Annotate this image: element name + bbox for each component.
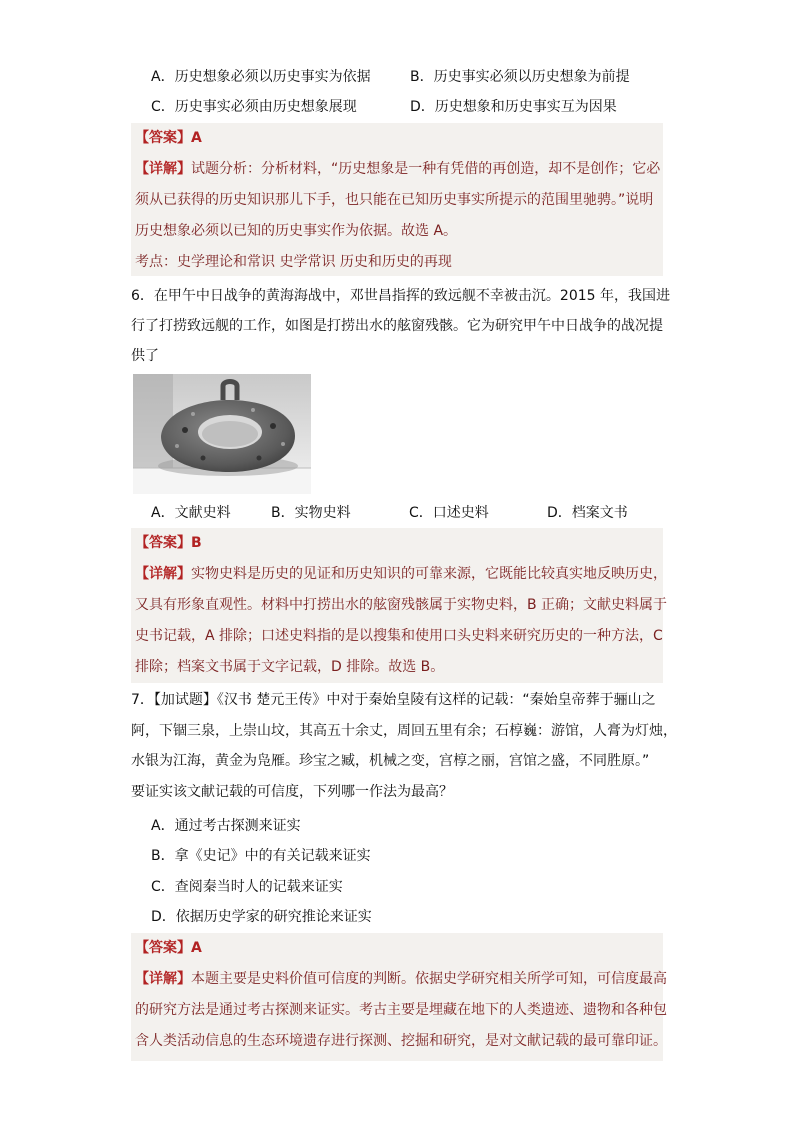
- q5-kaodian: 考点：史学理论和常识 史学常识 历史和历史的再现: [135, 254, 452, 270]
- q7-detail-line-1: 【详解】本题主要是史料价值可信度的判断。依据史学研究相关所学可知，可信度最高: [135, 971, 667, 987]
- detail-tag: 【详解】: [135, 566, 191, 582]
- q6-stem-line-2: 行了打捞致远舰的工作，如图是打捞出水的舷窗残骸。它为研究甲午中日战争的战况提: [131, 318, 663, 334]
- q7-stem-line-1: 7．【加试题】《汉书 楚元王传》中对于秦始皇陵有这样的记载：“秦始皇帝葬于骊山之: [131, 692, 656, 708]
- q7-option-b: B．拿《史记》中的有关记载来证实: [151, 848, 371, 864]
- q6-detail-line-4: 排除；档案文书属于文字记载，D 排除。故选 B。: [135, 659, 445, 675]
- answer-tag: 【答案】: [135, 535, 191, 551]
- q5-option-a: A．历史想象必须以历史事实为依据: [151, 69, 371, 85]
- detail-tag: 【详解】: [135, 971, 191, 987]
- q6-detail-line-2: 又具有形象直观性。材料中打捞出水的舷窗残骸属于实物史料，B 正确；文献史料属于: [135, 597, 668, 613]
- detail-tag: 【详解】: [135, 161, 191, 177]
- q6-detail-line-3: 史书记载，A 排除；口述史料指的是以搜集和使用口头史料来研究历史的一种方法，C: [135, 628, 663, 644]
- answer-value: A: [191, 940, 202, 956]
- porthole-illustration: [133, 374, 311, 494]
- q6-stem-line-3: 供了: [131, 348, 159, 364]
- q6-detail-line-1: 【详解】实物史料是历史的见证和历史知识的可靠来源，它既能比较真实地反映历史，: [135, 566, 667, 582]
- q7-detail-line-3: 含人类活动信息的生态环境遗存进行探测、挖掘和研究，是对文献记载的最可靠印证。: [135, 1033, 667, 1049]
- q7-answer-block: [131, 933, 667, 1061]
- q7-option-c: C．查阅秦当时人的记载来证实: [151, 879, 343, 895]
- q5-detail-line-2: 须从已获得的历史知识那儿下手，也只能在已知历史事实所提示的范围里驰骋。”说明: [135, 192, 654, 208]
- q5-answer-block: [131, 123, 663, 276]
- q5-option-c: C．历史事实必须由历史想象展现: [151, 99, 357, 115]
- q6-answer-block: [131, 528, 668, 683]
- answer-tag: 【答案】: [135, 130, 191, 146]
- q5-answer-row: [131, 123, 663, 154]
- q7-stem-line-2: 阿，下锢三泉，上崇山坟，其高五十余丈，周回五里有余；石椁巍：游馆，人膏为灯烛，: [131, 723, 677, 739]
- q5-option-d: D．历史想象和历史事实互为因果: [410, 99, 617, 115]
- q5-option-b: B．历史事实必须以历史想象为前提: [410, 69, 630, 85]
- q5-detail-line-3: 历史想象必须以已知的历史事实作为依据。故选 A。: [135, 223, 458, 239]
- q6-option-d: D．档案文书: [547, 505, 628, 521]
- q6-option-b: B．实物史料: [271, 505, 351, 521]
- answer-value: B: [191, 535, 202, 551]
- q5-detail-line-1: 【详解】试题分析：分析材料，“历史想象是一种有凭借的再创造，却不是创作；它必: [135, 161, 661, 177]
- q6-stem-line-1: 6．在甲午中日战争的黄海海战中，邓世昌指挥的致远舰不幸被击沉。2015 年，我国进: [131, 288, 670, 304]
- q7-stem-line-3: 水银为江海，黄金为凫雁。珍宝之臧，机械之变，宫椁之丽，宫馆之盛，不同胜原。”: [131, 753, 650, 769]
- q7-stem-line-4: 要证实该文献记载的可信度，下列哪一作法为最高？: [131, 784, 453, 800]
- porthole-wreckage-photo: [133, 374, 311, 494]
- q7-detail-line-2: 的研究方法是通过考古探测来证实。考古主要是埋藏在地下的人类遗迹、遗物和各种包: [135, 1002, 667, 1018]
- q6-option-a: A．文献史料: [151, 505, 231, 521]
- q6-option-c: C．口述史料: [409, 505, 489, 521]
- q7-answer-row: [131, 933, 663, 964]
- q7-option-d: D．依据历史学家的研究推论来证实: [151, 909, 372, 925]
- answer-value: A: [191, 130, 202, 146]
- answer-tag: 【答案】: [135, 940, 191, 956]
- q7-option-a: A．通过考古探测来证实: [151, 818, 301, 834]
- q6-answer-row: [131, 528, 663, 559]
